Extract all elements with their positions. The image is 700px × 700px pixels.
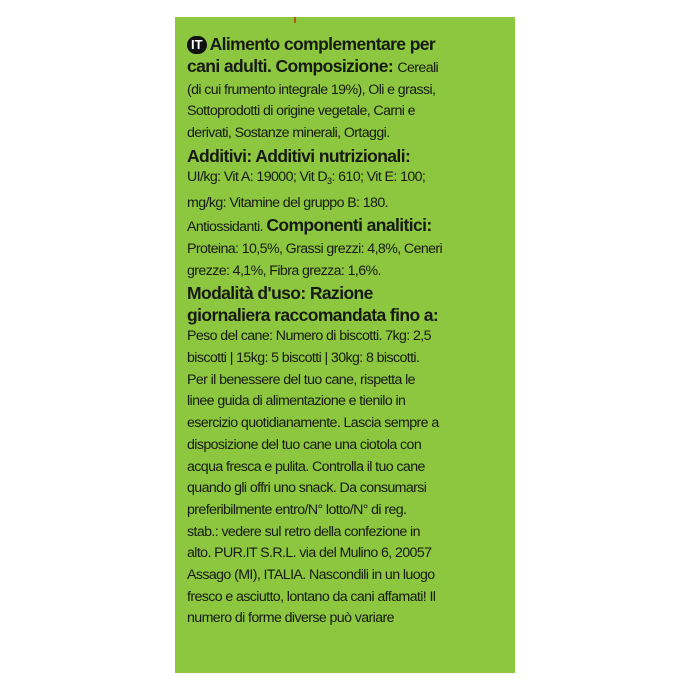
additives-heading: Additivi: Additivi nutrizionali: xyxy=(187,145,411,166)
vitamin-d-subscript: 3 xyxy=(327,175,332,186)
language-badge: IT xyxy=(187,36,207,54)
usage-heading-2: giornaliera raccomandata fino a: xyxy=(187,305,439,326)
label-line-5: derivati, Sostanze minerali, Ortaggi. xyxy=(187,125,390,142)
label-line-vitamin-b: mg/kg: Vitamine del gruppo B: 180. xyxy=(187,194,388,211)
label-line-shapes: numero di forme diverse può variare xyxy=(187,610,394,627)
ingredient-label-panel xyxy=(175,17,515,673)
label-line-3: (di cui frumento integrale 19%), Oli e grassi, xyxy=(187,81,436,98)
label-line-guidance-4: disposizione del tuo cane una ciotola con xyxy=(187,436,422,453)
label-text xyxy=(187,33,513,630)
top-accent-mark xyxy=(294,17,296,23)
label-line-4: Sottoprodotti di origine vegetale, Carni e xyxy=(187,103,415,120)
usage-heading-1: Modalità d'uso: Razione xyxy=(187,283,373,304)
label-line-address-1: alto. PUR.IT S.R.L. via del Mulino 6, 20057 xyxy=(187,545,432,562)
label-line-guidance-3: esercizio quotidianamente. Lascia sempre a xyxy=(187,415,439,432)
analytical-heading: Componenti analitici: xyxy=(266,215,432,236)
label-line-storage-3: fresco e asciutto, lontano da cani affamati! Il xyxy=(187,588,436,605)
label-line-address-2: Assago (MI), ITALIA. Nascondili in un luogo xyxy=(187,567,435,584)
label-line-vitamins xyxy=(187,167,513,193)
label-line-2 xyxy=(187,55,513,80)
label-line-fibre: grezze: 4,1%, Fibra grezza: 1,6%. xyxy=(187,262,381,279)
label-line-protein: Proteina: 10,5%, Grassi grezzi: 4,8%, Ceneri xyxy=(187,240,443,257)
label-line-dosage-2: biscotti | 15kg: 5 biscotti | 30kg: 8 biscotti. xyxy=(187,350,420,367)
label-line-storage-1: preferibilmente entro/N° lotto/N° di reg. xyxy=(187,501,407,518)
label-line-guidance-6: quando gli offri uno snack. Da consumarsi xyxy=(187,480,427,497)
antioxidants-text: Antiossidanti. xyxy=(187,219,267,236)
composition-heading: cani adulti. Composizione: xyxy=(187,56,398,76)
label-line-guidance-5: acqua fresca e pulita. Controlla il tuo cane xyxy=(187,458,425,475)
product-type-text: Alimento complementare per xyxy=(209,34,436,54)
label-line-antioxidants xyxy=(187,214,513,239)
vitamins-text-a: UI/kg: Vit A: 19000; Vit D xyxy=(187,168,328,185)
label-line-1 xyxy=(187,33,513,55)
vitamins-text-b: : 610; Vit E: 100; xyxy=(331,168,426,185)
label-line-dosage-1: Peso del cane: Numero di biscotti. 7kg: 2,5 xyxy=(187,328,431,345)
label-line-storage-2: stab.: vedere sul retro della confezione in xyxy=(187,523,420,540)
label-line-guidance-2: linee guida di alimentazione e tienilo in xyxy=(187,393,406,410)
label-line-guidance-1: Per il benessere del tuo cane, rispetta le xyxy=(187,371,415,388)
composition-text-start: Cereali xyxy=(397,60,439,76)
